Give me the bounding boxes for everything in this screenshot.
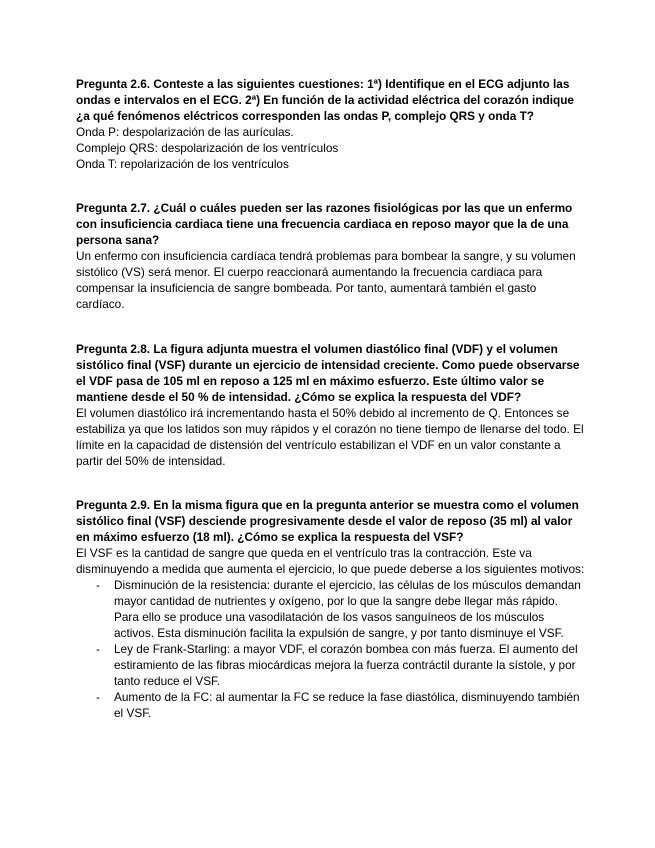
- list-item-text: Ley de Frank-Starling: a mayor VDF, el corazón bombea con más fuerza. El aumento del estiramiento de las fibras miocárdicas mejora la fuerza contráctil durante la sístole, y por tanto reduce el VSF.: [114, 642, 578, 688]
- question-heading: Pregunta 2.7. ¿Cuál o cuáles pueden ser las razones fisiológicas por las que un enfermo con insuficiencia cardiaca tiene una frecuencia cardiaca en reposo mayor que la de una persona sana?: [76, 201, 573, 247]
- bullet-dash: -: [96, 642, 100, 656]
- answer-paragraph: El volumen diastólico irá incrementando hasta el 50% debido al incremento de Q. Entonces se estabiliza ya que los latidos son muy rápidos y el corazón no tiene tiempo de llenarse del todo. El límite en la capacidad de distensión del ventrículo estabilizan el VDF en un valor constante a partir del 50% de intensidad.: [76, 406, 584, 468]
- question-heading: Pregunta 2.9. En la misma figura que en la pregunta anterior se muestra como el volumen sistólico final (VSF) desciende progresivamente desde el valor de reposo (35 ml) al valor en máximo esfuerzo (18 ml). ¿Cómo se explica la respuesta del VSF?: [76, 498, 579, 544]
- list-item-text: Aumento de la FC: al aumentar la FC se reduce la fase diastólica, disminuyendo también el VSF.: [114, 690, 580, 720]
- list-item: [76, 641, 586, 689]
- bullet-dash: -: [96, 690, 100, 704]
- answer-line: Onda T: repolarización de los ventrículos: [76, 157, 289, 171]
- question-2-7-section: [76, 200, 586, 312]
- answer-line: Onda P: despolarización de las aurículas.: [76, 125, 294, 139]
- reasons-list: [76, 577, 586, 721]
- bullet-dash: -: [96, 578, 100, 592]
- question-2-6-section: [76, 76, 586, 172]
- answer-paragraph: Un enfermo con insuficiencia cardíaca tendrá problemas para bombear la sangre, y su volumen sistólico (VS) será menor. El cuerpo reaccionará aumentando la frecuencia cardiaca para compensar la insuficiencia de sangre bombeada. Por tanto, aumentará también el gasto cardíaco.: [76, 249, 576, 311]
- answer-paragraph: El VSF es la cantidad de sangre que queda en el ventrículo tras la contracción. Este va disminuyendo a medida que aumenta el ejercicio, lo que puede deberse a los siguientes motivos:: [76, 546, 585, 576]
- question-2-9-section: [76, 497, 586, 721]
- list-item-text: Disminución de la resistencia: durante el ejercicio, las células de los músculos demandan mayor cantidad de nutrientes y oxígeno, por lo que la sangre debe llegar más rápido. Para ello se produce una vasodilatación de los vasos sanguíneos de los músculos activos. Esta disminución facilita la expulsión de sangre, y por tanto disminuye el VSF.: [114, 578, 581, 640]
- question-heading: Pregunta 2.8. La figura adjunta muestra el volumen diastólico final (VDF) y el volumen sistólico final (VSF) durante un ejercicio de intensidad creciente. Como puede observarse el VDF pasa de 105 ml en reposo a 125 ml en máximo esfuerzo. Este último valor se mantiene desde el 50 % de intensidad. ¿Cómo se explica la respuesta del VDF?: [76, 342, 580, 404]
- list-item: [76, 577, 586, 641]
- question-2-8-section: [76, 341, 586, 469]
- question-heading: Pregunta 2.6. Conteste a las siguientes cuestiones: 1ª) Identifique en el ECG adjunto las ondas e intervalos en el ECG. 2ª) En función de la actividad eléctrica del corazón indique ¿a qué fenómenos eléctricos corresponden las ondas P, complejo QRS y onda T?: [76, 77, 574, 123]
- list-item: [76, 689, 586, 721]
- answer-line: Complejo QRS: despolarización de los ventrículos: [76, 141, 339, 155]
